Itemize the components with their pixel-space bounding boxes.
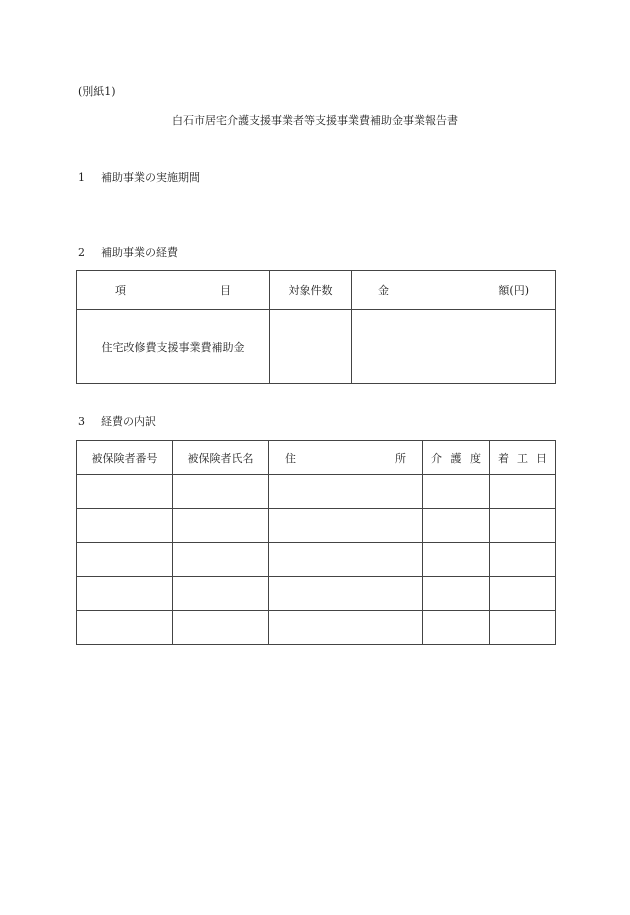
care-level-cell[interactable]	[423, 509, 490, 543]
insured-name-cell[interactable]	[173, 577, 269, 611]
start-date-cell[interactable]	[490, 509, 556, 543]
care-level-cell[interactable]	[423, 611, 490, 645]
header-start-date	[490, 441, 556, 475]
section-1-heading	[78, 171, 200, 185]
header-item-label-b: 目	[220, 284, 231, 297]
insured-name-cell[interactable]	[173, 611, 269, 645]
start-date-cell[interactable]	[490, 577, 556, 611]
header-insured-name: 被保険者氏名	[173, 441, 269, 475]
address-cell[interactable]	[269, 543, 423, 577]
insured-number-cell[interactable]	[77, 475, 173, 509]
table-row	[77, 310, 556, 384]
header-start-label-a: 着	[498, 451, 509, 465]
breakdown-table	[76, 440, 556, 645]
row-count-cell[interactable]	[270, 310, 352, 384]
header-care-label-a: 介	[431, 451, 442, 465]
header-item	[77, 271, 270, 310]
header-amount	[352, 271, 556, 310]
section-title: 補助事業の実施期間	[101, 171, 200, 184]
insured-number-cell[interactable]	[77, 543, 173, 577]
start-date-cell[interactable]	[490, 543, 556, 577]
section-number: 3	[78, 415, 85, 428]
table-row	[77, 543, 556, 577]
header-address	[269, 441, 423, 475]
header-address-label-a: 住	[285, 451, 296, 465]
header-care-label-c: 度	[470, 451, 481, 465]
header-amount-label-b: 額(円)	[498, 284, 529, 297]
care-level-cell[interactable]	[423, 577, 490, 611]
section-number: 2	[78, 246, 85, 259]
header-start-label-c: 日	[536, 451, 547, 465]
table-row	[77, 611, 556, 645]
header-start-label-b: 工	[517, 451, 528, 465]
header-item-label-a: 項	[115, 284, 126, 297]
table-row	[77, 509, 556, 543]
section-2-heading	[78, 246, 178, 260]
header-care-label-b: 護	[450, 451, 462, 465]
row-item: 住宅改修費支援事業費補助金	[77, 310, 270, 384]
header-address-label-b: 所	[395, 451, 406, 465]
insured-number-cell[interactable]	[77, 611, 173, 645]
expense-table	[76, 270, 556, 384]
care-level-cell[interactable]	[423, 475, 490, 509]
table-header-row	[77, 441, 556, 475]
start-date-cell[interactable]	[490, 611, 556, 645]
section-3-heading	[78, 415, 156, 429]
header-count: 対象件数	[270, 271, 352, 310]
insured-name-cell[interactable]	[173, 543, 269, 577]
insured-number-cell[interactable]	[77, 509, 173, 543]
header-care-level	[423, 441, 490, 475]
table-row	[77, 475, 556, 509]
section-title: 補助事業の経費	[101, 246, 178, 259]
section-number: 1	[78, 171, 85, 184]
header-insured-number: 被保険者番号	[77, 441, 173, 475]
care-level-cell[interactable]	[423, 543, 490, 577]
address-cell[interactable]	[269, 611, 423, 645]
address-cell[interactable]	[269, 509, 423, 543]
address-cell[interactable]	[269, 475, 423, 509]
header-amount-label-a: 金	[378, 284, 389, 297]
start-date-cell[interactable]	[490, 475, 556, 509]
table-header-row	[77, 271, 556, 310]
document-title: 白石市居宅介護支援事業者等支援事業費補助金事業報告書	[172, 114, 458, 127]
insured-number-cell[interactable]	[77, 577, 173, 611]
section-title: 経費の内訳	[101, 415, 156, 428]
row-amount-cell[interactable]	[352, 310, 556, 384]
insured-name-cell[interactable]	[173, 475, 269, 509]
table-row	[77, 577, 556, 611]
annex-label: (別紙1)	[78, 85, 116, 98]
insured-name-cell[interactable]	[173, 509, 269, 543]
address-cell[interactable]	[269, 577, 423, 611]
